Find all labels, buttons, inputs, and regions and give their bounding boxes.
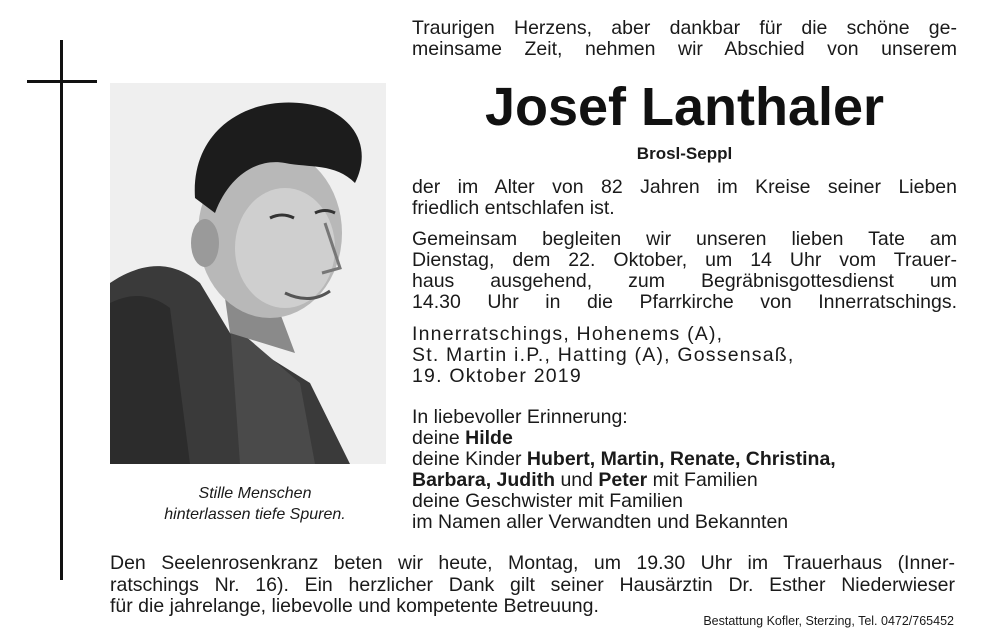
funeral-line: Dienstag, dem 22. Oktober, um 14 Uhr vom Trauer-	[412, 249, 957, 271]
family-list	[412, 407, 957, 533]
places-and-date	[412, 324, 957, 387]
children-names: Barbara, Judith	[412, 469, 556, 491]
intro-line: Traurigen Herzens, aber dankbar für die schöne ge-	[412, 17, 957, 39]
rosary-line: Den Seelenrosenkranz beten wir heute, Montag, um 19.30 Uhr im Trauerhaus (Inner-	[110, 552, 955, 574]
place-line: St. Martin i.P., Hatting (A), Gossensaß,	[412, 344, 795, 366]
memory-intro: In liebevoller Erinnerung:	[412, 406, 628, 428]
portrait-illustration	[110, 83, 386, 464]
funeral-line: Gemeinsam begleiten wir unseren lieben Tate am	[412, 228, 957, 250]
rosary-line: für die jahrelange, liebevolle und kompetente Betreuung.	[110, 595, 599, 617]
passing-line: friedlich entschlafen ist.	[412, 197, 615, 219]
place-line: Innerratschings, Hohenems (A),	[412, 323, 724, 345]
children-prefix: deine Kinder	[412, 448, 527, 470]
date-line: 19. Oktober 2019	[412, 365, 582, 387]
wife-name: Hilde	[465, 427, 513, 449]
funeral-line: 14.30 Uhr in die Pfarrkirche von Innerratschings.	[412, 291, 957, 313]
family-relatives: im Namen aller Verwandten und Bekannten	[412, 511, 789, 533]
funeral-info	[412, 229, 957, 313]
caption-line: hinterlassen tiefe Spuren.	[164, 506, 346, 523]
family-siblings: deine Geschwister mit Familien	[412, 490, 683, 512]
family-children	[412, 449, 957, 470]
passing-line: der im Alter von 82 Jahren im Kreise seiner Lieben	[412, 176, 957, 198]
caption-line: Stille Menschen	[198, 485, 312, 502]
cross-bar	[27, 80, 97, 83]
family-children-cont	[412, 470, 957, 491]
passing-text	[412, 177, 957, 219]
funeral-line: haus ausgehend, zum Begräbnisgottesdienst um	[412, 270, 957, 292]
cross-icon	[60, 40, 63, 580]
funeral-home: Bestattung Kofler, Sterzing, Tel. 0472/765452	[703, 614, 954, 628]
photo-caption	[112, 483, 398, 525]
nickname: Brosl-Seppl	[636, 144, 733, 163]
intro-text	[412, 18, 957, 60]
portrait-photo	[110, 83, 386, 464]
deceased-name: Josef Lanthaler	[484, 77, 885, 137]
children-names: Hubert, Martin, Renate, Christina,	[526, 448, 836, 470]
children-and: und	[555, 469, 599, 491]
family-wife	[412, 428, 957, 449]
intro-line: meinsame Zeit, nehmen wir Abschied von unserem	[412, 38, 957, 60]
rosary-text	[110, 553, 955, 618]
children-names: Peter	[598, 469, 648, 491]
wife-prefix: deine	[412, 427, 466, 449]
rosary-line: ratschings Nr. 16). Ein herzlicher Dank gilt seiner Hausärztin Dr. Esther Niederwieser	[110, 573, 955, 596]
children-suffix: mit Familien	[647, 469, 758, 491]
